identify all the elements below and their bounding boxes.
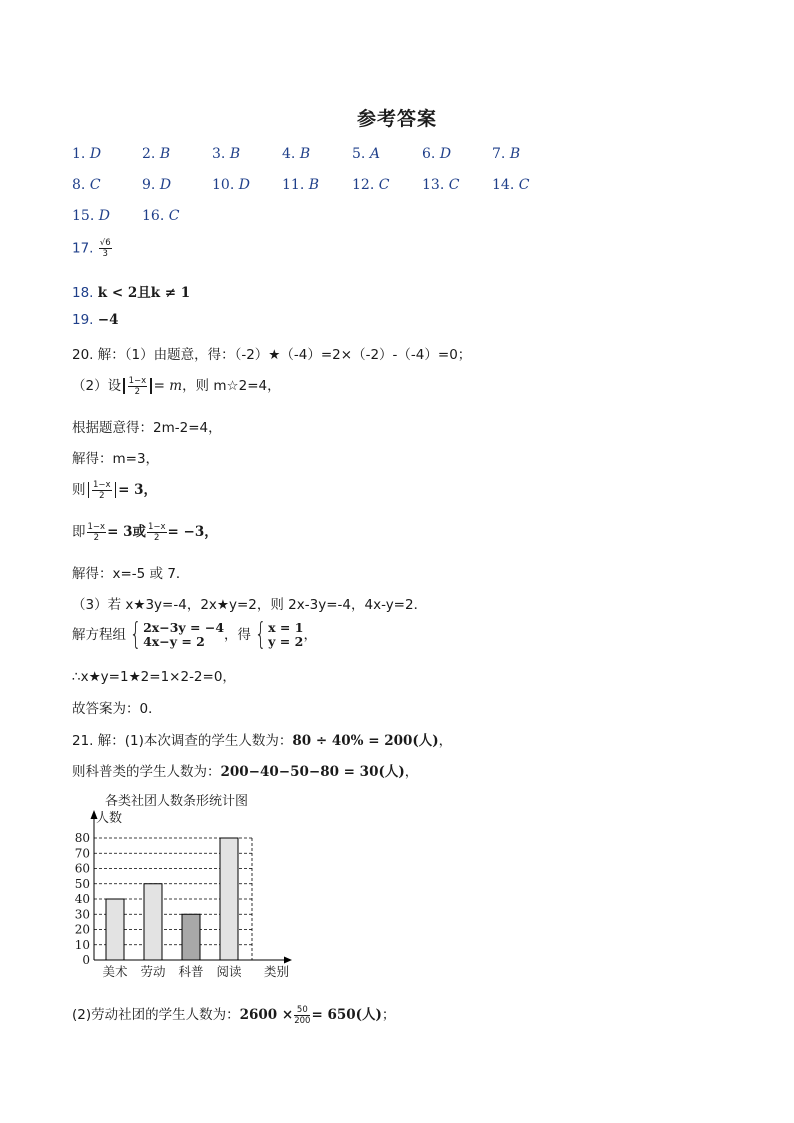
answer-number: 18.	[72, 285, 94, 301]
fraction-denominator: 2	[99, 490, 105, 501]
q21-line-1	[72, 729, 452, 749]
chart-title: 各类社团人数条形统计图	[105, 794, 249, 809]
answer-choice: D	[439, 146, 452, 162]
equation: 4x−y = 2	[143, 634, 205, 649]
fraction-denominator: 200	[294, 1015, 311, 1026]
fraction-denominator: 2	[93, 532, 99, 543]
q20-line-5	[72, 478, 157, 501]
solution-system	[268, 621, 303, 649]
math-expression: 2600 ×	[239, 1007, 294, 1023]
y-tick-label: 0	[82, 953, 90, 967]
answer-choice: B	[159, 146, 171, 162]
fraction	[92, 480, 112, 501]
q21-line-2	[72, 760, 418, 780]
answer-18	[72, 281, 190, 301]
equation: x = 1	[268, 620, 304, 635]
bar	[106, 899, 124, 960]
answer-choice: D	[89, 146, 102, 162]
abs-bar	[150, 378, 152, 394]
q20-line-1: 20. 解：（1）由题意，得：（-2）★（-4）=2×（-2）-（-4）=0；	[72, 347, 472, 363]
fraction-numerator: 1−x	[147, 521, 166, 532]
answer-choice: C	[518, 177, 530, 193]
fraction	[294, 1005, 310, 1026]
fraction-numerator: 1−x	[128, 375, 147, 386]
answer-item	[72, 177, 101, 193]
answer-item	[72, 146, 101, 162]
text: 则	[72, 482, 86, 498]
abs-bar	[115, 482, 117, 498]
y-tick-label: 80	[74, 831, 90, 845]
answer-number: 11.	[282, 177, 305, 193]
answer-choice: D	[98, 208, 110, 224]
x-axis-arrow	[284, 957, 292, 964]
answer-number: 5.	[352, 146, 366, 162]
math-expression: = 650(人)	[311, 1007, 382, 1023]
text: ，	[303, 627, 317, 643]
fraction	[87, 522, 107, 543]
math-expression: = −3，	[167, 524, 218, 540]
answer-choice: B	[308, 177, 320, 193]
y-tick-label: 20	[74, 922, 90, 937]
answer-choice: B	[229, 146, 241, 162]
answer-choice: D	[159, 177, 172, 193]
q20-line-9	[72, 617, 317, 652]
y-tick-label: 70	[74, 846, 90, 861]
bar	[144, 884, 162, 960]
fraction	[99, 238, 112, 259]
equation: y = 2	[268, 634, 304, 649]
answer-number: 3.	[212, 146, 226, 162]
y-tick-label: 60	[74, 861, 90, 876]
answer-expression: k < 2且k ≠ 1	[97, 285, 191, 301]
equation: 2x−3y = −4	[143, 620, 225, 635]
answer-item	[492, 146, 520, 162]
text: 则科普类的学生人数为：	[72, 764, 221, 780]
q20-line-7: 解得：x=-5 或 7．	[72, 566, 190, 582]
x-tick-label: 劳动	[140, 964, 166, 979]
answer-item	[212, 177, 250, 193]
math-expression: 200−40−50−80 = 30(人)	[220, 764, 405, 780]
answer-item	[72, 208, 110, 224]
x-tick-label: 科普	[178, 964, 204, 979]
answer-number: 17.	[72, 240, 94, 257]
answer-choice: C	[89, 177, 101, 193]
answer-item	[142, 146, 170, 162]
text: ，得	[224, 627, 252, 643]
left-brace: {	[254, 617, 267, 652]
bar	[220, 838, 238, 960]
answer-item	[142, 208, 179, 224]
answer-item	[352, 177, 389, 193]
answer-item	[422, 146, 451, 162]
y-tick-label: 10	[74, 937, 90, 952]
answer-number: 9.	[142, 177, 156, 193]
text: ，	[438, 733, 453, 749]
q21-line-3	[72, 1003, 395, 1026]
answer-item	[352, 146, 380, 162]
math-expression: 80 ÷ 40% = 200(人)	[292, 733, 439, 749]
math-expression: = m	[153, 378, 183, 394]
answer-choice: C	[378, 177, 390, 193]
answer-choice: B	[509, 146, 521, 162]
answer-item	[142, 177, 171, 193]
answer-number: 14.	[492, 177, 515, 193]
answer-19	[72, 312, 119, 328]
answer-number: 13.	[422, 177, 445, 193]
q20-line-3: 根据题意得：2m-2=4，	[72, 420, 222, 436]
y-axis-label: 人数	[96, 811, 123, 826]
abs-bar	[123, 378, 125, 394]
q20-line-6	[72, 520, 218, 543]
left-brace: {	[129, 617, 142, 652]
answer-number: 4.	[282, 146, 296, 162]
fraction-denominator: 3	[102, 249, 108, 259]
answer-item	[492, 177, 529, 193]
math-expression: = 3或	[107, 524, 146, 540]
answer-17	[72, 238, 113, 259]
fraction-denominator: 2	[154, 532, 160, 543]
fraction-numerator: 50	[294, 1005, 310, 1016]
y-tick-label: 30	[74, 907, 90, 922]
answer-number: 10.	[212, 177, 235, 193]
answer-number: 12.	[352, 177, 375, 193]
text: ，则 m☆2=4，	[182, 378, 281, 394]
text: (2)劳动社团的学生人数为：	[72, 1007, 240, 1023]
answer-choice: C	[448, 177, 460, 193]
fraction-numerator: √6	[99, 238, 111, 248]
fraction-numerator: 1−x	[87, 521, 106, 532]
answer-number: 7.	[492, 146, 506, 162]
answer-number: 1.	[72, 146, 86, 162]
text: 即	[72, 524, 86, 540]
y-tick-label: 50	[74, 876, 90, 891]
page-title: 参考答案	[356, 108, 437, 130]
fraction	[147, 522, 167, 543]
answer-choice: C	[168, 208, 180, 224]
abs-bar	[88, 482, 90, 498]
fraction-numerator: 1−x	[93, 479, 111, 490]
answer-choice: A	[369, 146, 380, 162]
q20-line-2	[72, 374, 281, 397]
answer-number: 16.	[142, 208, 165, 224]
text: 解方程组	[72, 627, 126, 643]
x-axis-label: 类别	[264, 964, 290, 979]
fraction	[128, 376, 148, 397]
answer-number: 19.	[72, 312, 94, 328]
answer-expression: −4	[97, 312, 119, 328]
q20-line-11: 故答案为：0．	[72, 701, 162, 717]
q20-line-8: （3）若 x★3y=-4，2x★y=2，则 2x-3y=-4，4x-y=2．	[72, 597, 428, 613]
q20-line-10: ∴x★y=1★2=1×2-2=0，	[72, 669, 236, 685]
answer-number: 8.	[72, 177, 86, 193]
equation-system	[143, 621, 224, 649]
text: （2）设	[72, 378, 122, 394]
x-tick-label: 美术	[102, 964, 128, 979]
q20-line-4: 解得：m=3，	[72, 451, 160, 467]
math-expression: = 3，	[118, 482, 157, 498]
x-tick-label: 阅读	[216, 964, 242, 979]
text: ，	[404, 764, 419, 780]
answer-number: 2.	[142, 146, 156, 162]
text: 21. 解：(1)本次调查的学生人数为：	[72, 733, 293, 749]
answer-item	[282, 177, 319, 193]
text: ；	[381, 1007, 396, 1023]
answer-item	[212, 146, 240, 162]
answer-number: 15.	[72, 208, 95, 224]
fraction-denominator: 2	[134, 386, 141, 397]
answer-item	[422, 177, 459, 193]
answer-choice: B	[299, 146, 311, 162]
bar	[182, 914, 200, 960]
answer-choice: D	[238, 177, 250, 193]
y-tick-label: 40	[74, 892, 90, 906]
bar-chart	[60, 788, 320, 988]
answer-number: 6.	[422, 146, 436, 162]
answer-item	[282, 146, 310, 162]
